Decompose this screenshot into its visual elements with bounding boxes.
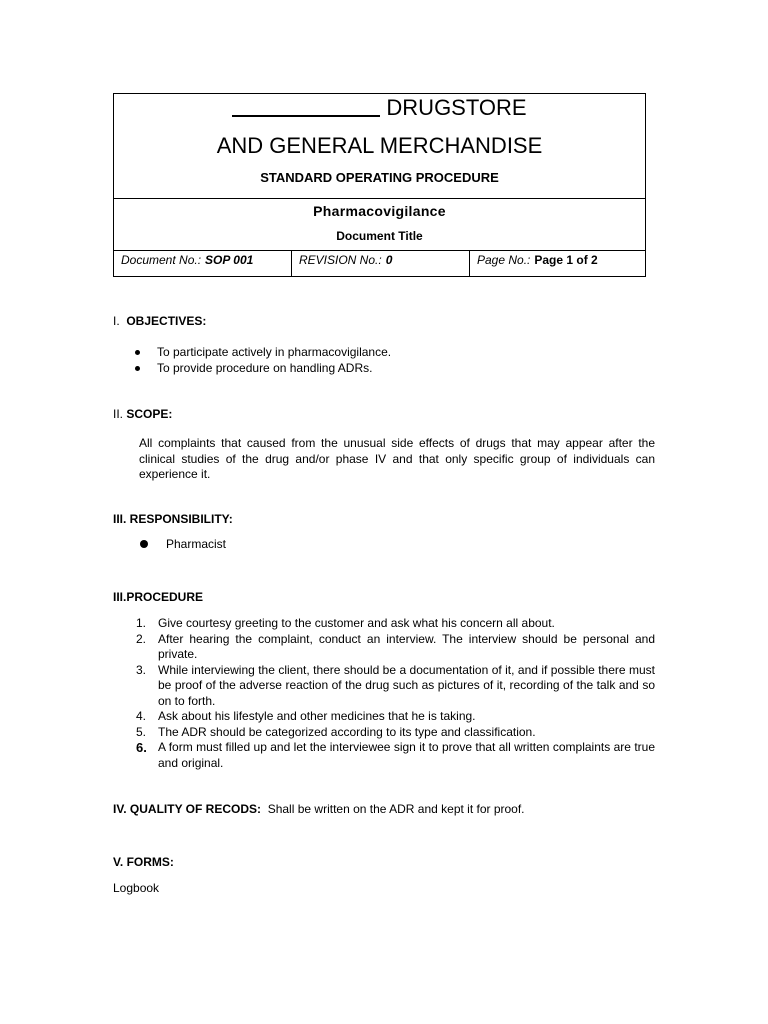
title-line1: DRUGSTORE [386, 95, 527, 120]
list-item: 4. Ask about his lifestyle and other medicines that he is taking. [136, 709, 476, 723]
list-item: 3. While interviewing the client, there should be a documentation of it, and if possible there must be proof of the adverse reaction of the drug such as pictures of it, recording of the talk and so on to forth. [136, 662, 655, 708]
header-info-row [114, 250, 645, 276]
bullet-icon [135, 366, 140, 371]
list-item: 6. A form must filled up and let the interviewee sign it to prove that all written complaints are true and original. [136, 740, 655, 770]
list-item: 2. After hearing the complaint, conduct an interview. The interview should be personal and private. [136, 631, 655, 661]
revision-cell [292, 250, 470, 276]
objectives-numeral: I. [113, 314, 120, 328]
responsibility-heading: III. RESPONSIBILITY: [113, 512, 233, 526]
page-label: Page No.: [477, 253, 531, 267]
bullet-icon [140, 540, 148, 548]
list-item: Pharmacist [166, 537, 226, 553]
procedure-heading: III.PROCEDURE [113, 590, 204, 604]
revision-value: 0 [385, 253, 393, 267]
forms-text: Logbook [113, 881, 160, 895]
scope-title: SCOPE: [126, 407, 173, 421]
list-item: 1. Give courtesy greeting to the customer and ask what his concern all about. [136, 616, 555, 630]
quality-line [113, 802, 525, 818]
forms-heading: V. FORMS: [113, 855, 174, 869]
scope-text: All complaints that caused from the unusual side effects of drugs that may appear after the clinical studies of the drug and/or phase IV and that only specific group of individuals can experience it. [139, 436, 655, 481]
store-name-blank [232, 95, 380, 117]
doc-name: Pharmacovigilance [313, 203, 446, 219]
quality-heading: IV. QUALITY OF RECODS: [113, 802, 262, 816]
objectives-list [157, 345, 657, 376]
subtitle: STANDARD OPERATING PROCEDURE [260, 170, 499, 185]
doc-no-label: Document No.: [121, 253, 202, 267]
list-item: To participate actively in pharmacovigilance. [157, 345, 657, 361]
header-doc-name-section [114, 198, 645, 251]
bullet-icon [135, 350, 140, 355]
page-cell [470, 250, 647, 276]
list-item: To provide procedure on handling ADRs. [157, 361, 657, 377]
store-name-line [114, 94, 645, 122]
doc-no-cell [114, 250, 292, 276]
scope-heading [113, 407, 172, 423]
responsibility-list [166, 537, 226, 553]
objectives-heading [113, 314, 206, 330]
list-item: 5. The ADR should be categorized according to its type and classification. [136, 724, 536, 739]
document-header-box [113, 93, 646, 277]
header-title-section [114, 94, 645, 199]
revision-label: REVISION No.: [299, 253, 382, 267]
objectives-title: OBJECTIVES: [126, 314, 207, 328]
page-value: Page 1 of 2 [534, 253, 598, 267]
doc-no-value: SOP 001 [205, 253, 254, 267]
scope-numeral: II. [113, 407, 124, 421]
quality-text: Shall be written on the ADR and kept it for proof. [267, 802, 525, 816]
title-line2: AND GENERAL MERCHANDISE [216, 133, 543, 158]
doc-title-label: Document Title [336, 229, 423, 243]
procedure-list [136, 616, 655, 771]
